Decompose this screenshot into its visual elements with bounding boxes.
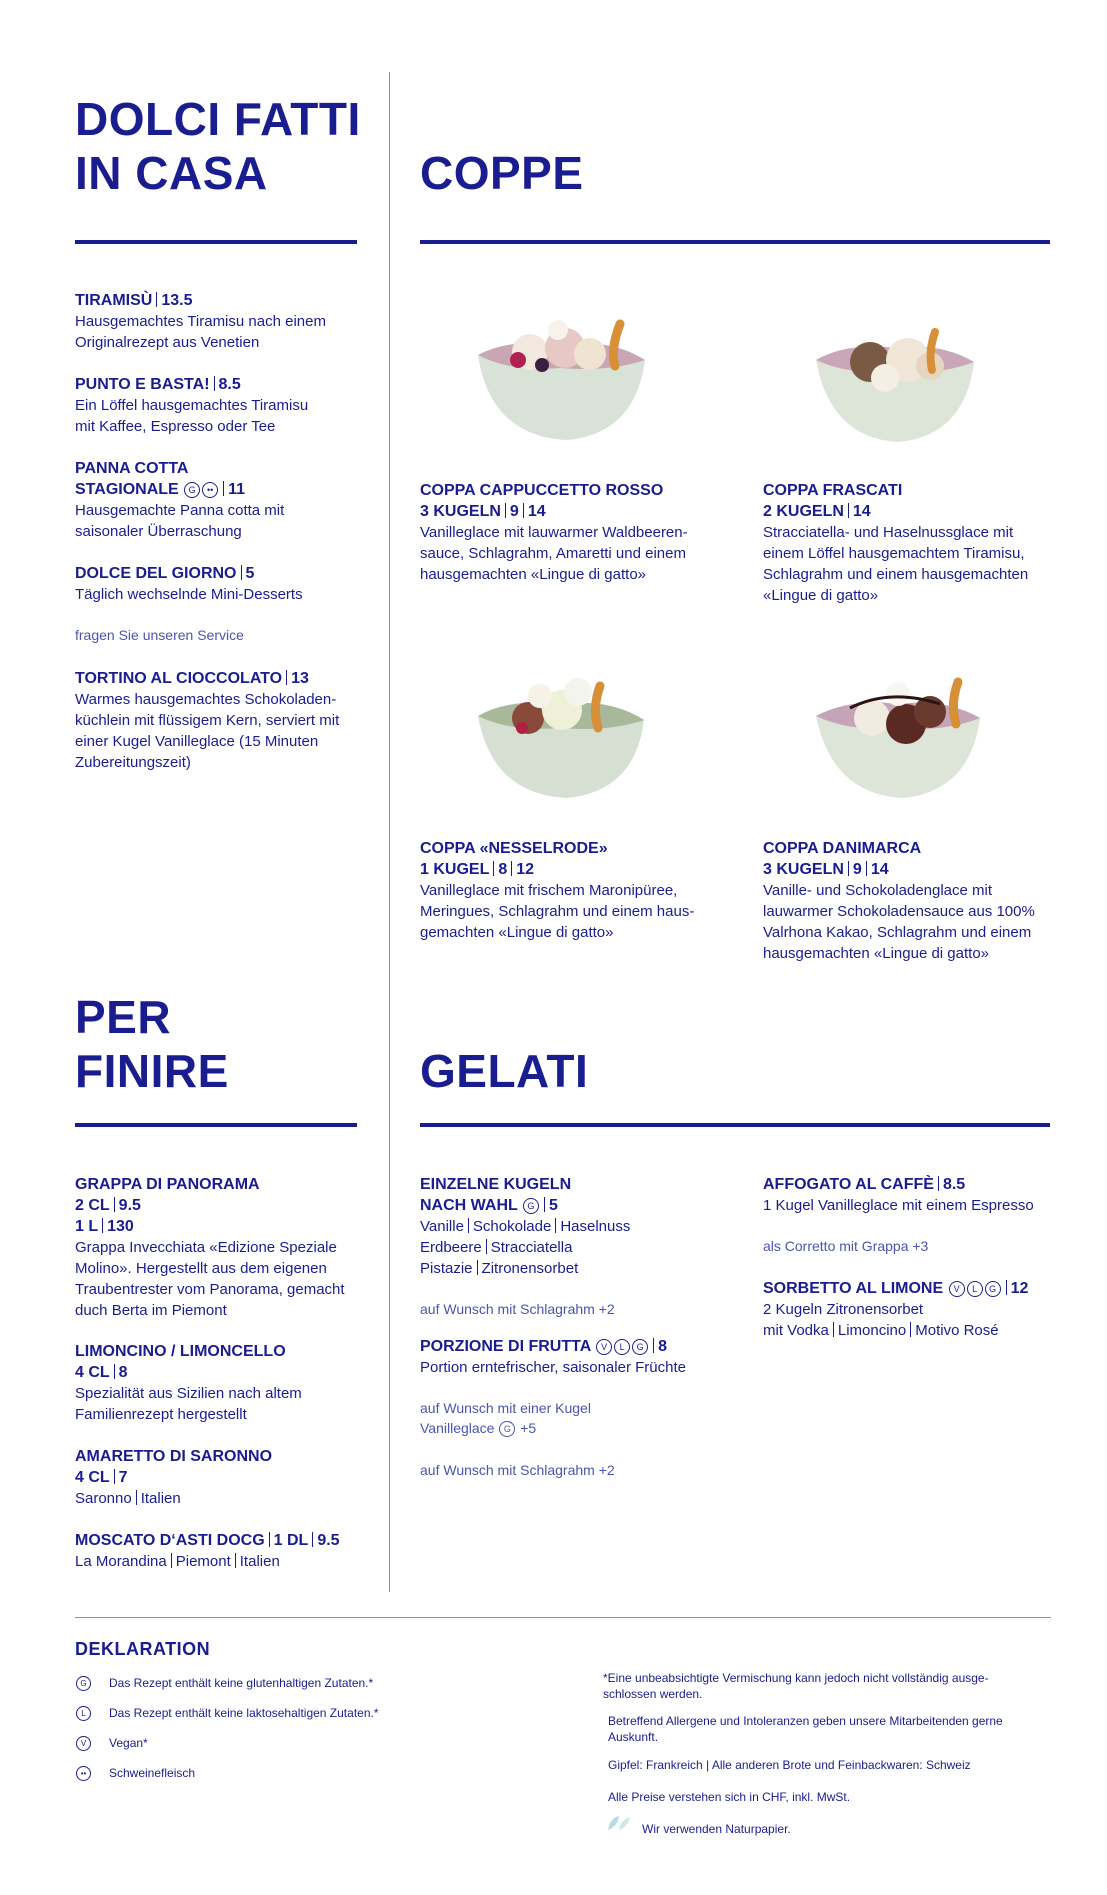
- item-note: als Corretto mit Grappa +3: [763, 1238, 929, 1254]
- menu-item: SORBETTO AL LIMONE V L G 12 2 Kugeln Zitronensorbet mit Vodka Limoncino Motivo Rosé: [763, 1278, 1083, 1341]
- gluten-free-icon: G: [76, 1676, 91, 1691]
- item-description: Grappa Invecchiata «Edizione Speziale Molino». Hergestellt aus dem eigenen Traubentrester vom Panorama, gemacht duch Berta im Piemont: [75, 1239, 345, 1319]
- coppa-frascati-image: [810, 320, 980, 450]
- footnote-disclaimer: *Eine unbeabsichtigte Vermischung kann jedoch nicht vollständig ausge- schlossen werden.: [603, 1671, 989, 1701]
- lactose-free-icon: L: [967, 1281, 983, 1297]
- menu-item: LIMONCINO / LIMONCELLO 4 CL 8 Spezialität aus Sizilien nach altem Familienrezept hergestellt: [75, 1341, 375, 1425]
- declaration-item: V Vegan*: [75, 1736, 148, 1751]
- footnote-prices: Alle Preise verstehen sich in CHF, inkl. MwSt.: [608, 1790, 851, 1804]
- declaration-item: L Das Rezept enthält keine laktosehaltigen Zutaten.*: [75, 1706, 379, 1721]
- footnote-allergens: Betreffend Allergene und Intoleranzen geben unsere Mitarbeitenden gerne Auskunft.: [608, 1714, 1003, 1744]
- lactose-free-icon: L: [614, 1339, 630, 1355]
- item-description: Warmes hausgemachtes Schokoladen- küchlein mit flüssigem Kern, serviert mit einer Kugel Vanilleglace (15 Minuten Zubereitungszeit): [75, 691, 340, 771]
- item-description: Vanilleglace mit lauwarmer Waldbeeren- sauce, Schlagrahm, Amaretti und einem hausgemachten «Lingue di gatto»: [420, 524, 688, 583]
- menu-item: COPPA «NESSELRODE» 1 KUGEL 8 12 Vanilleglace mit frischem Maronipüree, Meringues, Schlagrahm und einem haus- gemachten «Lingue di gatto»: [420, 838, 740, 943]
- menu-item: AFFOGATO AL CAFFÈ 8.5 1 Kugel Vanilleglace mit einem Espresso als Corretto mit Grappa +3: [763, 1174, 1083, 1256]
- menu-item: EINZELNE KUGELN NACH WAHL G 5 Vanille Schokolade Haselnuss Erdbeere Stracciatella Pistazie Zitronensorbet auf Wunsch mit Schlagrahm +2: [420, 1174, 740, 1319]
- vegan-icon: V: [76, 1736, 91, 1751]
- gluten-free-icon: G: [632, 1339, 648, 1355]
- item-description: 1 Kugel Vanilleglace mit einem Espresso: [763, 1197, 1034, 1214]
- declaration-divider: [75, 1617, 1051, 1618]
- menu-item: TIRAMISÙ 13.5 Hausgemachtes Tiramisu nach einem Originalrezept aus Venetien: [75, 290, 375, 353]
- heading-rule: [75, 240, 357, 244]
- gluten-free-icon: G: [985, 1281, 1001, 1297]
- section-heading-finire: PER FINIRE: [75, 991, 229, 1097]
- menu-item: PANNA COTTA STAGIONALE G •• 11 Hausgemachte Panna cotta mit saisonaler Überraschung: [75, 458, 375, 542]
- menu-item: TORTINO AL CIOCCOLATO 13 Warmes hausgemachtes Schokoladen- küchlein mit flüssigem Kern, serviert mit einer Kugel Vanilleglace (15 Minuten Zubereitungszeit): [75, 668, 375, 773]
- coppa-nesselrode-image: [470, 668, 650, 808]
- section-heading-dolci: DOLCI FATTI IN CASA: [75, 93, 361, 199]
- menu-item: AMARETTO DI SARONNO 4 CL 7 Saronno Italien: [75, 1448, 273, 1507]
- lactose-free-icon: L: [76, 1706, 91, 1721]
- footnote-origin: Gipfel: Frankreich | Alle anderen Brote und Feinbackwaren: Schweiz: [608, 1758, 971, 1772]
- section-heading-coppe: COPPE: [420, 147, 584, 199]
- item-description: Hausgemachtes Tiramisu nach einem Originalrezept aus Venetien: [75, 313, 326, 351]
- menu-item: COPPA FRASCATI 2 KUGELN 14 Stracciatella- und Haselnussglace mit einem Löffel hausgemachtem Tiramisu, Schlagrahm und einem hausgemachten «Lingue di gatto»: [763, 480, 1083, 606]
- gluten-free-icon: G: [523, 1198, 539, 1214]
- declaration-item: G Das Rezept enthält keine glutenhaltigen Zutaten.*: [75, 1676, 373, 1691]
- item-note: auf Wunsch mit Schlagrahm +2: [420, 1462, 615, 1478]
- item-description: Vanille- und Schokoladenglace mit lauwarmer Schokoladensauce aus 100% Valrhona Kakao, Schlagrahm und einem hausgemachten «Lingue di gatto»: [763, 882, 1035, 962]
- leaf-icon: [606, 1814, 632, 1832]
- menu-item: COPPA CAPPUCCETTO ROSSO 3 KUGELN 9 14 Vanilleglace mit lauwarmer Waldbeeren- sauce, Schlagrahm, Amaretti und einem hausgemachten «Lingue di gatto»: [420, 480, 740, 585]
- item-description: Täglich wechselnde Mini-Desserts: [75, 586, 303, 603]
- item-description: Spezialität aus Sizilien nach altem Familienrezept hergestellt: [75, 1385, 302, 1423]
- menu-item: PORZIONE DI FRUTTA V L G 8 Portion erntefrischer, saisonaler Früchte auf Wunsch mit einer Kugel Vanilleglace G +5 auf Wunsch mit Schlagrahm +2: [420, 1336, 740, 1480]
- column-divider: [389, 72, 390, 1592]
- vegan-icon: V: [949, 1281, 965, 1297]
- item-description: Hausgemachte Panna cotta mit saisonaler Überraschung: [75, 502, 285, 540]
- gluten-free-icon: G: [499, 1421, 515, 1437]
- item-note: fragen Sie unseren Service: [75, 627, 244, 643]
- item-note: auf Wunsch mit einer Kugel: [420, 1400, 591, 1416]
- declaration-title: DEKLARATION: [75, 1639, 211, 1659]
- coppa-danimarca-image: [810, 668, 985, 808]
- heading-rule: [420, 1123, 1050, 1127]
- vegan-icon: V: [596, 1339, 612, 1355]
- menu-item: GRAPPA DI PANORAMA 2 CL 9.5 1 L 130 Grappa Invecchiata «Edizione Speziale Molino». Hergestellt aus dem eigenen Traubentrester vom Panorama, gemacht duch Berta im Piemont: [75, 1174, 375, 1321]
- heading-rule: [420, 240, 1050, 244]
- menu-item: PUNTO E BASTA! 8.5 Ein Löffel hausgemachtes Tiramisu mit Kaffee, Espresso oder Tee: [75, 374, 375, 437]
- footnote-paper: Wir verwenden Naturpapier.: [642, 1822, 791, 1836]
- item-description: Vanilleglace mit frischem Maronipüree, Meringues, Schlagrahm und einem haus- gemachten «Lingue di gatto»: [420, 882, 695, 941]
- section-heading-gelati: GELATI: [420, 1045, 589, 1097]
- heading-rule: [75, 1123, 357, 1127]
- item-description: Portion erntefrischer, saisonaler Früchte: [420, 1359, 686, 1376]
- pork-icon: ••: [76, 1766, 91, 1781]
- item-description: Ein Löffel hausgemachtes Tiramisu mit Kaffee, Espresso oder Tee: [75, 397, 309, 435]
- menu-item: MOSCATO D‘ASTI DOCG 1 DL 9.5 La Morandina Piemont Italien: [75, 1532, 340, 1570]
- menu-item: DOLCE DEL GIORNO 5 Täglich wechselnde Mini-Desserts fragen Sie unseren Service: [75, 563, 375, 645]
- item-note: auf Wunsch mit Schlagrahm +2: [420, 1301, 615, 1317]
- item-description: 2 Kugeln Zitronensorbet: [763, 1301, 924, 1318]
- declaration-item: •• Schweinefleisch: [75, 1766, 195, 1781]
- menu-item: COPPA DANIMARCA 3 KUGELN 9 14 Vanille- und Schokoladenglace mit lauwarmer Schokoladensauce aus 100% Valrhona Kakao, Schlagrahm und einem hausgemachten «Lingue di gatto»: [763, 838, 1083, 964]
- item-description: Stracciatella- und Haselnussglace mit einem Löffel hausgemachtem Tiramisu, Schlagrahm und einem hausgemachten «Lingue di gatto»: [763, 524, 1029, 604]
- coppa-cappuccetto-rosso-image: [470, 310, 650, 450]
- pork-icon: ••: [202, 482, 218, 498]
- gluten-free-icon: G: [184, 482, 200, 498]
